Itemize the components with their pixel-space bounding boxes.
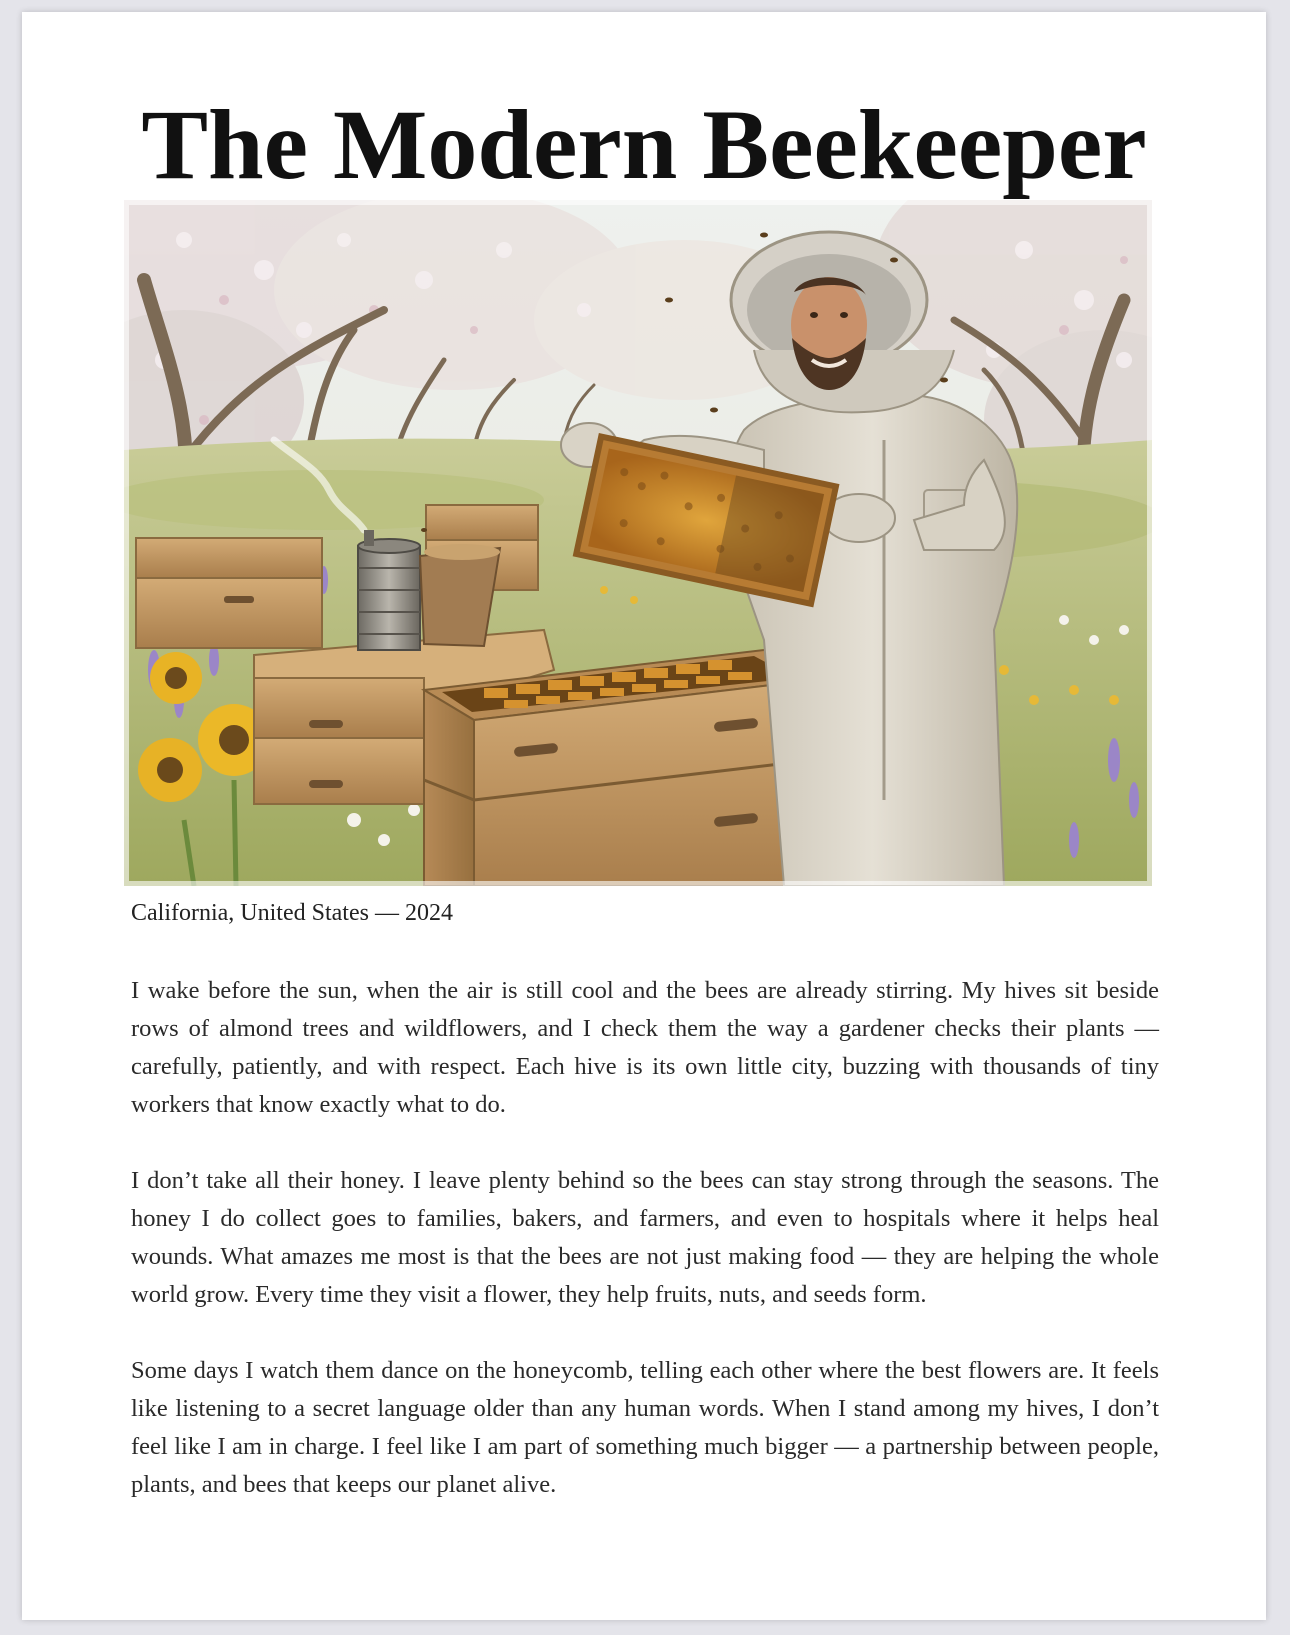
image-caption: California, United States — 2024: [131, 900, 453, 926]
paragraph-2: I don’t take all their honey. I leave plenty behind so the bees can stay strong through the seasons. The honey I do collect goes to families, bakers, and farmers, and even to hospitals where it helps heal wounds. What amazes me most is that the bees are not just making food — they are helping the whole world grow. Every time they visit a flower, they help fruits, nuts, and seeds form.: [131, 1167, 1159, 1308]
article-page: [22, 12, 1266, 1620]
article-title: The Modern Beekeeper: [141, 89, 1147, 200]
article-body: [131, 972, 1159, 1542]
paragraph-1: I wake before the sun, when the air is still cool and the bees are already stirring. My hives sit beside rows of almond trees and wildflowers, and I check them the way a gardener checks their plants — carefully, patiently, and with respect. Each hive is its own little city, buzzing with thousands of tiny workers that know exactly what to do.: [131, 977, 1159, 1118]
paragraph-3: Some days I watch them dance on the honeycomb, telling each other where the best flowers are. It feels like listening to a secret language older than any human words. When I stand among my hives, I don’t feel like I am in charge. I feel like I am part of something much bigger — a partnership between people, plants, and bees that keeps our planet alive.: [131, 1357, 1159, 1498]
beekeeper-illustration: [124, 200, 1152, 886]
